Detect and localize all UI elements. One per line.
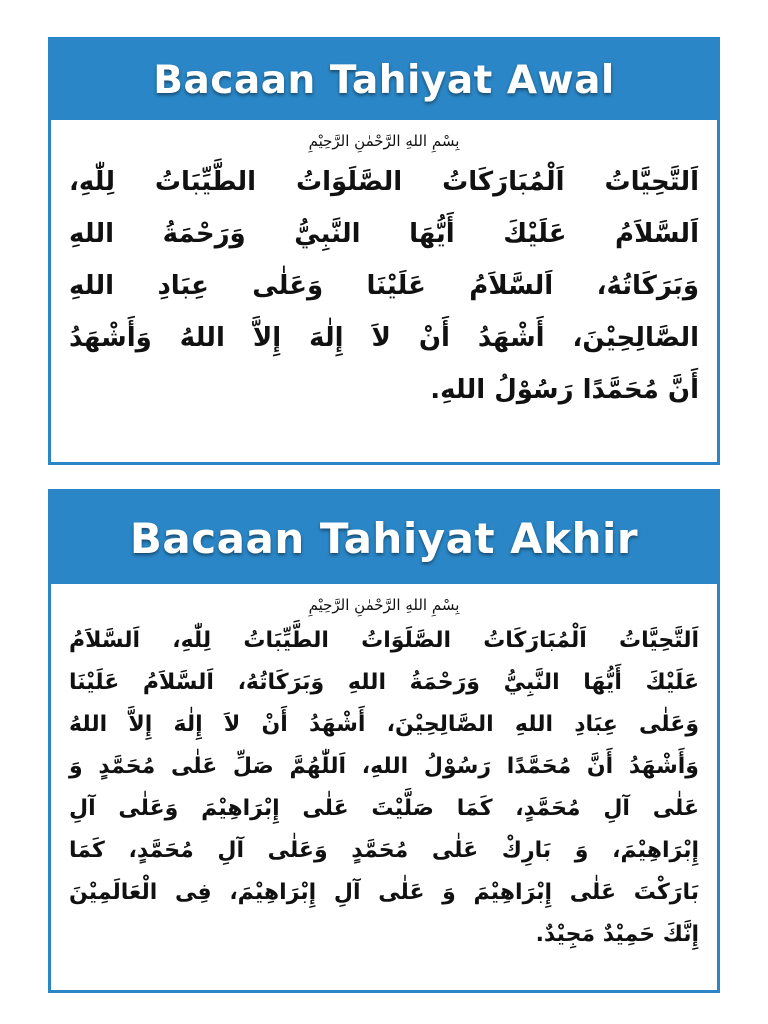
tahiyat-awal-title: Bacaan Tahiyat Awal bbox=[51, 40, 717, 120]
text-line: الصَّالِحِيْنَ، أَشْهَدُ أَنْ لاَ إِلٰهَ إِلاَّ اللهُ وَأَشْهَدُ bbox=[69, 323, 699, 353]
text-line: عَلَيْكَ أَيُّهَا النَّبِيُّ وَرَحْمَةُ اللهِ وَبَرَكَاتُهُ، اَلسَّلاَمُ عَلَيْنَا bbox=[69, 670, 699, 695]
tahiyat-awal-card bbox=[48, 37, 720, 465]
text-line: إِبْرَاهِيْمَ، وَ بَارِكْ عَلٰى مُحَمَّدٍ وَعَلٰى آلِ مُحَمَّدٍ، كَمَا bbox=[69, 838, 699, 863]
basmalah: بِسْمِ اللهِ الرَّحْمٰنِ الرَّحِيْمِ bbox=[308, 596, 460, 614]
text-line: وَعَلٰى عِبَادِ اللهِ الصَّالِحِيْنَ، أَشْهَدُ أَنْ لاَ إِلٰهَ إِلاَّ اللهُ bbox=[69, 712, 699, 737]
text-line: إِنَّكَ حَمِيْدٌ مَجِيْدٌ. bbox=[535, 922, 699, 947]
text-line: بَارَكْتَ عَلٰى إِبْرَاهِيْمَ وَ عَلٰى آلِ إِبْرَاهِيْمَ، فِى الْعَالَمِيْنَ bbox=[69, 880, 699, 905]
text-line: اَلتَّحِيَّاتُ اَلْمُبَارَكَاتُ الصَّلَوَاتُ الطَّيِّبَاتُ لِلّٰهِ، bbox=[69, 167, 699, 197]
text-line: اَلسَّلاَمُ عَلَيْكَ أَيُّهَا النَّبِيُّ وَرَحْمَةُ اللهِ bbox=[69, 219, 699, 249]
tahiyat-akhir-title: Bacaan Tahiyat Akhir bbox=[51, 492, 717, 584]
tahiyat-awal-text bbox=[51, 120, 717, 416]
text-line: أَنَّ مُحَمَّدًا رَسُوْلُ اللهِ. bbox=[430, 375, 699, 405]
text-line: وَبَرَكَاتُهُ، اَلسَّلاَمُ عَلَيْنَا وَعَلٰى عِبَادِ اللهِ bbox=[69, 271, 699, 301]
text-line: اَلتَّحِيَّاتُ اَلْمُبَارَكَاتُ الصَّلَوَاتُ الطَّيِّبَاتُ لِلّٰهِ، اَلسَّلاَمُ bbox=[69, 628, 699, 653]
tahiyat-akhir-text bbox=[51, 584, 717, 956]
tahiyat-akhir-card bbox=[48, 489, 720, 993]
text-line: وَأَشْهَدُ أَنَّ مُحَمَّدًا رَسُوْلُ اللهِ، اَللّٰهُمَّ صَلِّ عَلٰى مُحَمَّدٍ وَ bbox=[69, 754, 699, 779]
text-line: عَلٰى آلِ مُحَمَّدٍ، كَمَا صَلَّيْتَ عَلٰى إِبْرَاهِيْمَ وَعَلٰى آلِ bbox=[69, 796, 699, 821]
basmalah: بِسْمِ اللهِ الرَّحْمٰنِ الرَّحِيْمِ bbox=[308, 132, 460, 150]
